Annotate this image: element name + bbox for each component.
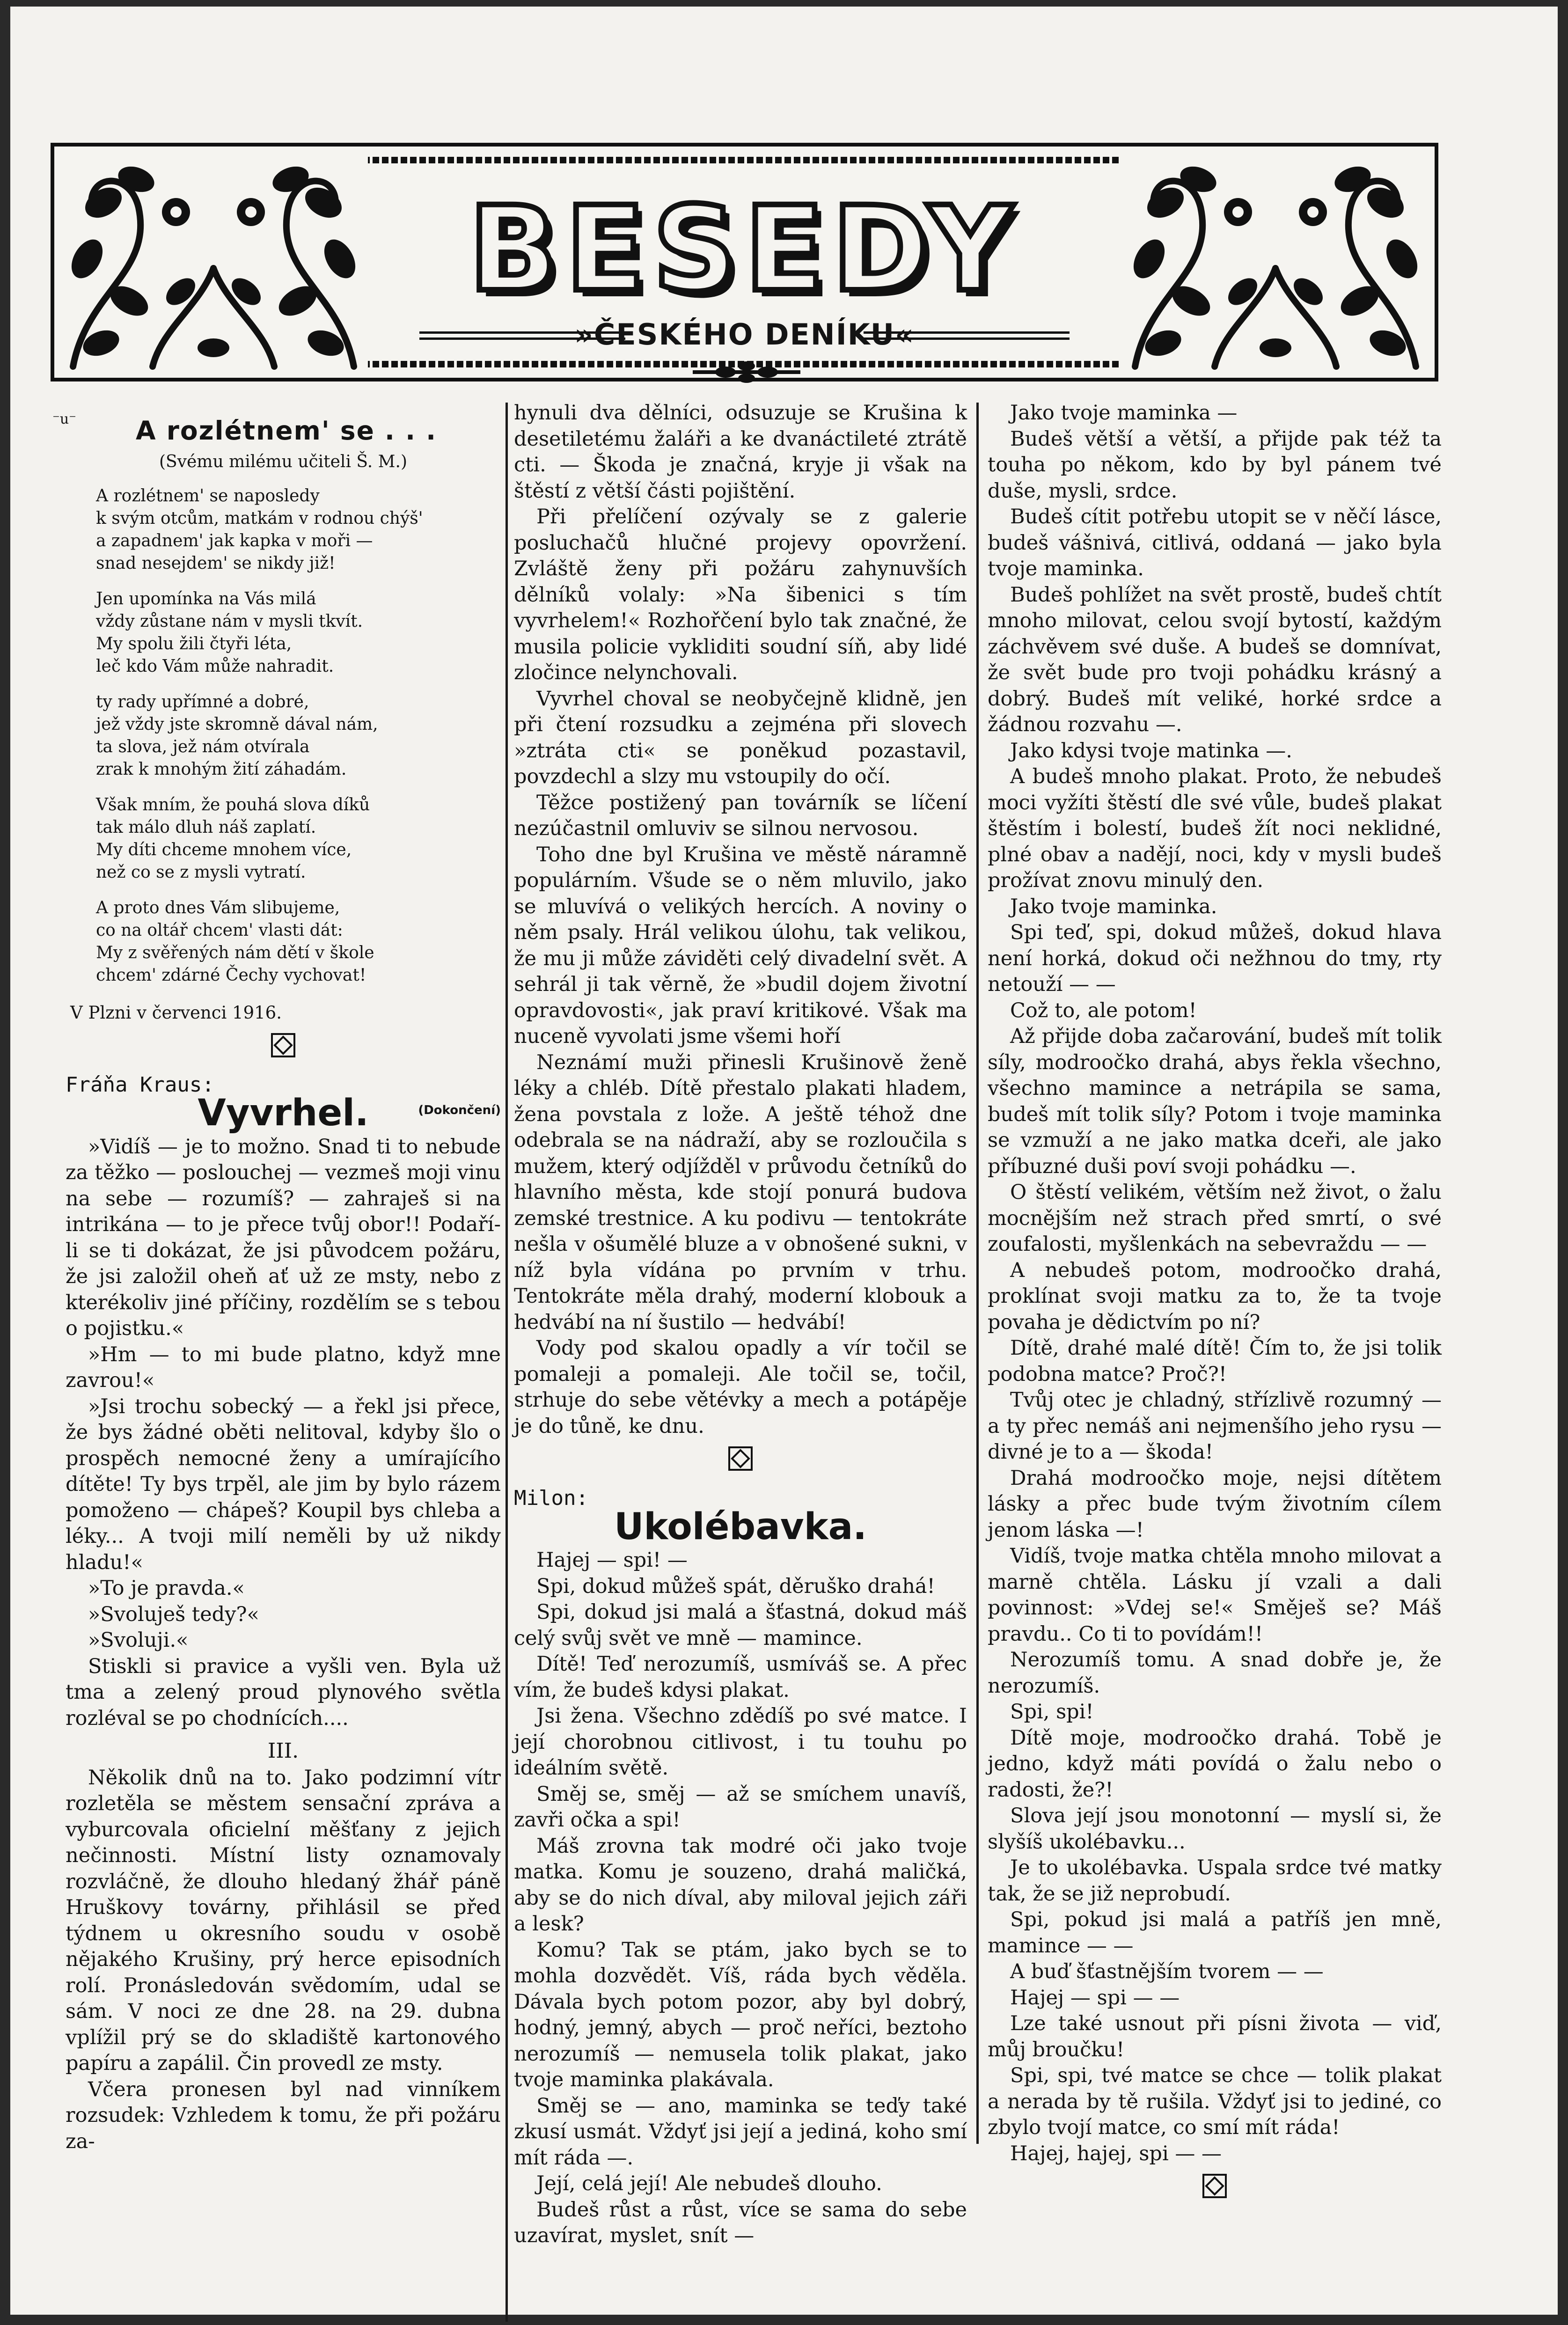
column-2	[514, 400, 967, 2249]
lullaby-paragraph: A buď šťastnějším tvorem — —	[1010, 1960, 1324, 1983]
verse-line: snad nesejdem' se nikdy již!	[96, 554, 336, 573]
lullaby-paragraph: Což to, ale potom!	[1010, 998, 1197, 1022]
poem-place-date: V Plzni v červenci 1916.	[70, 1003, 282, 1023]
lullaby-paragraph: Její, celá její! Ale nebudeš dlouho.	[536, 2172, 882, 2195]
lullaby-paragraph: Komu? Tak se ptám, jako bych se to mohla dozvědět. Víš, ráda bych věděla. Dávala bych potom pozor, aby byl dobrý, hodný, jemný, abych — proč neříci, beztoho nerozumíš — nemusela tolik plakat, jako tvoje maminka plakávala.	[514, 1938, 967, 2091]
poem-stanza	[96, 485, 501, 575]
lullaby-paragraph: Hajej — spi — —	[1010, 1986, 1180, 2010]
story-paragraph: Včera pronesen byl nad vinníkem rozsudek: Vzhledem k tomu, že při požáru za-	[66, 2077, 501, 2153]
story-paragraph: hynuli dva dělníci, odsuzuje se Krušina k desetiletému žaláři a ke dvanáctileté ztrátě cti. — Škoda je značná, kryje ji však na štěstí z větší části pojištění.	[514, 401, 967, 503]
column-divider-2	[976, 403, 979, 2144]
lullaby-title: Ukolébavka.	[614, 1505, 867, 1548]
lullaby-paragraph: Jsi žena. Všechno zdědíš po své matce. I její chorobnou citlivost, i tu touhu po ideálním světě.	[514, 1704, 967, 1780]
diamond-dingbat-icon	[728, 1446, 753, 1471]
story-title	[66, 1092, 501, 1134]
verse-line: A rozlétnem' se naposledy	[96, 486, 320, 506]
floral-ornament-right-icon	[1121, 151, 1430, 371]
verse-line: Však mním, že pouhá slova díků	[96, 795, 370, 814]
poem-title: A rozlétnem' se . . .	[136, 416, 437, 446]
lullaby-paragraph: Jako tvoje maminka —	[1010, 401, 1238, 425]
verse-line: tak málo dluh náš zaplatí.	[96, 818, 316, 837]
masthead-subtitle: »ČESKÉHO DENÍKU«	[574, 317, 915, 352]
story-paragraph: »Hm — to mi bude platno, když mne zavrou!«	[66, 1342, 501, 1392]
story-paragraph: Při přelíčení ozývaly se z galerie posluchačů hlučné projevy opovržení. Zvláště ženy při požáru zahynuvších dělníků volaly: »Na šibenici s tím vyvrhelem!« Rozhořčení bylo tak značné, že musila policie vykliditi soudní síň, aby lidé zločince nelynchovali.	[514, 505, 967, 684]
verse-line: k svým otcům, matkám v rodnou chýš'	[96, 509, 423, 528]
story-paragraph: Těžce postižený pan továrník se líčení nezúčastnil omluviv se silnou nervosou.	[514, 791, 967, 840]
column-3	[988, 400, 1442, 2213]
story-author: Fráňa Kraus:	[66, 1072, 214, 1097]
lullaby-paragraph: Dítě, drahé malé dítě! Čím to, že jsi tolik podobna matce? Proč?!	[988, 1336, 1442, 1386]
story-paragraph: Vyvrhel choval se neobyčejně klidně, jen při čtení rozsudku a zejména při slovech »ztráta cti« se poněkud pozastavil, povzdechl a slzy mu vstoupily do očí.	[514, 687, 967, 788]
story-paragraph: Několik dnů na to. Jako podzimní vítr rozletěla se městem sensační zpráva a vyburcovala oficielní měšťany z jejich nečinnosti. Místní listy oznamovaly rozvláčně, že dlouho hledaný žhář páně Hruškovy továrny, přihlásil se před týdnem u okresního soudu v osobě nějakého Krušiny, prý herce episodních rolí. Pronásledován svědomím, udal se sám. V noci ze dne 28. na 29. dubna vplížil prý se do skladiště kartonového papíru a zapálil. Čin provedl ze msty.	[66, 1766, 501, 2075]
story-paragraph: »Vidíš — je to možno. Snad ti to nebude za těžko — poslouchej — vezmeš moji vinu na sebe — rozumíš? — zahraješ si na intrikána — to je přece tvůj obor!! Podaří-li se ti dokázat, že jsi původcem požáru, že jsi založil oheň ať už ze msty, nebo z kterékoliv jiné příčiny, rozdělím se s tebou o pojistku.«	[66, 1135, 501, 1340]
lullaby-paragraph: Až přijde doba začarování, budeš mít tolik síly, modroočko drahá, abys řekla všechno, všechno mamince a netrápila se sama, budeš mít tolik síly? Potom i tvoje maminka se vzmuží a ne jako matka dceři, ale jako příbuzné duši poví svoji pohádku —.	[988, 1025, 1442, 1178]
lullaby-paragraph: Vidíš, tvoje matka chtěla mnoho milovat a marně chtěla. Lásku jí vzali a dali povinnost: »Vdej se!« Směješ se? Máš pravdu.. Co ti to povídám!!	[988, 1544, 1442, 1646]
lullaby-paragraph: A budeš mnoho plakat. Proto, že nebudeš moci vyžíti štěstí dle své vůle, budeš plakat štěstím i bolestí, budeš žít noci neklidné, plné obav a nadějí, noci, kdy v mysli budeš prožívat znovu minulý den.	[988, 765, 1442, 892]
lullaby-paragraph: Spi, spi, tvé matce se chce — tolik plakat a nerada by tě rušila. Vždyť jsi to jediné, co zbylo tvojí matce, co smí mít ráda!	[988, 2064, 1442, 2139]
story-paragraph: Toho dne byl Krušina ve městě náramně populárním. Všude se o něm mluvilo, jako se mluvívá o velikých hercích. A noviny o něm psaly. Hrál velikou úlohu, tak velikou, že mu ji může záviděti celý divadelní svět. A sehrál ji tak věrně, že »budil dojem životní opravdovosti«, jak praví kritikové. Však ma nuceně vyvolati jsme všemi hoří	[514, 843, 967, 1048]
verse-line: A proto dnes Vám slibujeme,	[96, 898, 340, 917]
diamond-dingbat-icon	[271, 1033, 296, 1058]
masthead	[51, 143, 1438, 381]
story-paragraph: Vody pod skalou opadly a vír točil se pomaleji a pomaleji. Ale točil se, točil, strhuje do sebe větévky a mech a potápěje je do tůně, ke dnu.	[514, 1336, 967, 1438]
lullaby-paragraph: O štěstí velikém, větším než život, o žalu mocnějším než strach před smrtí, o své zoufalosti, myšlenkách na sebevraždu — —	[988, 1181, 1442, 1256]
lullaby-paragraph: Hajej — spi! —	[536, 1548, 688, 1572]
lullaby-paragraph: Budeš cítit potřebu utopit se v něčí lásce, budeš vášnivá, citlivá, oddaná — jako byla tvoje maminka.	[988, 505, 1442, 580]
lullaby-paragraph: Je to ukolébavka. Uspala srdce tvé matky tak, že se již neprobudí.	[988, 1856, 1442, 1906]
masthead-dingbat-icon	[693, 356, 800, 389]
story-paragraph: »Svoluješ tedy?«	[88, 1602, 259, 1626]
lullaby-paragraph: Hajej, hajej, spi — —	[1010, 2142, 1222, 2165]
verse-line: jež vždy jste skromně dával nám,	[96, 715, 378, 734]
poem-dedication: (Svému milému učiteli Š. M.)	[159, 452, 408, 471]
poem-stanza	[96, 794, 501, 884]
lullaby-paragraph: Slova její jsou monotonní — myslí si, že slyšíš ukolébavku...	[988, 1804, 1442, 1854]
masthead-subtitle-block	[419, 317, 1070, 359]
verse-line: a zapadnem' jak kapka v moři —	[96, 531, 373, 550]
lullaby-paragraph: Drahá modroočko moje, nejsi dítětem lásky a přec bude tvým životním cílem jenom láska —!	[988, 1466, 1442, 1542]
masthead-title: BESEDY	[469, 181, 1020, 317]
poem-stanza	[96, 588, 501, 678]
lullaby-paragraph: Spi, dokud jsi malá a šťastná, dokud máš celý svůj svět ve mně — mamince.	[514, 1600, 967, 1650]
lullaby-paragraph: Tvůj otec je chladný, střízlivě rozumný — a ty přec nemáš ani nejmenšího jeho rysu — divné je to a — škoda!	[988, 1388, 1442, 1464]
story-paragraph: Stiskli si pravice a vyšli ven. Byla už tma a zelený proud plynového světla rozléval se po chodnících....	[66, 1654, 501, 1730]
lullaby-paragraph: Budeš pohlížet na svět prostě, budeš chtít mnoho milovat, celou svojí bytostí, každým záchvěvem své duše. A budeš se domnívat, že svět bude pro tvoji pohádku krásný a dobrý. Budeš mít veliké, horké srdce a žádnou rozvahu —.	[988, 583, 1442, 736]
diamond-dingbat-icon	[1202, 2173, 1227, 2199]
lullaby-author: Milon:	[514, 1486, 588, 1510]
verse-line: My spolu žili čtyři léta,	[96, 634, 292, 653]
lullaby-paragraph: Dítě moje, modroočko drahá. Tobě je jedno, když máti povídá o žalu nebo o radosti, že?!	[988, 1726, 1442, 1802]
story-paragraph: Neznámí muži přinesli Krušinově ženě léky a chléb. Dítě přestalo plakati hladem, žena povstala z lože. A ještě téhož dne odebrala se na nádraží, aby se rozloučila s mužem, který odjížděl v průvodu četníků do hlavního města, kde stojí ponurá budova zemské trestnice. A ku podivu — tentokráte nešla v ošumělé bluze a v obnošené sukni, v níž byla vídána po prvním v trhu. Tentokráte měla drahý, moderní klobouk a hedvábí na ní šustilo — hedvábí!	[514, 1050, 967, 1334]
story-paragraph: »To je pravda.«	[88, 1577, 245, 1600]
corner-mark: ⁻u⁻	[52, 411, 76, 427]
verse-line: chcem' zdárné Čechy vychovat!	[96, 966, 366, 985]
verse-line: Jen upomínka na Vás milá	[96, 589, 316, 609]
verse-line: ta slova, jež nám otvírala	[96, 737, 310, 756]
lullaby-paragraph: Spi teď, spi, dokud můžeš, dokud hlava není horká, dokud oči nežhnou do tmy, rty netouží — —	[988, 921, 1442, 996]
lullaby-paragraph: Jako kdysi tvoje matinka —.	[1010, 739, 1292, 763]
poem-stanza	[96, 691, 501, 781]
floral-ornament-left-icon	[59, 151, 368, 371]
lullaby-paragraph: A nebudeš potom, modroočko drahá, proklínat svoji matku za to, že ta tvoje povaha je dědictvím po ní?	[988, 1258, 1442, 1334]
lullaby-paragraph: Spi, dokud můžeš spát, děruško drahá!	[536, 1574, 935, 1598]
verse-line: než co se z mysli vytratí.	[96, 863, 306, 882]
column-divider-1	[506, 403, 508, 2322]
lullaby-paragraph: Směj se, směj — až se smíchem unavíš, zavři očka a spi!	[514, 1782, 967, 1832]
lullaby-paragraph: Nerozumíš tomu. A snad dobře je, že nerozumíš.	[988, 1648, 1442, 1698]
verse-line: My díti chceme mnohem více,	[96, 840, 352, 859]
verse-line: leč kdo Vám může nahradit.	[96, 657, 334, 676]
column-1	[66, 400, 501, 2155]
lullaby-paragraph: Směj se — ano, maminka se teďy také zkusí usmát. Vždyť jsi její a jediná, koho smí mít ráda —.	[514, 2094, 967, 2170]
lullaby-paragraph: Spi, spi!	[1010, 1700, 1094, 1724]
verse-line: ty rady upřímné a dobré,	[96, 692, 309, 711]
lullaby-paragraph: Máš zrovna tak modré oči jako tvoje matka. Komu je souzeno, drahá maličká, aby se do nich díval, aby miloval jejich záři a lesk?	[514, 1834, 967, 1936]
lullaby-paragraph: Budeš růst a růst, více se sama do sebe uzavírat, myslet, snít —	[514, 2198, 967, 2247]
story-paragraph: »Svoluji.«	[88, 1628, 189, 1652]
lullaby-paragraph: Dítě! Teď nerozumíš, usmíváš se. A přec vím, že budeš kdysi plakat.	[514, 1652, 967, 1702]
chapter-number: III.	[267, 1739, 299, 1763]
poem-stanza	[96, 897, 501, 987]
masthead-top-rule	[363, 157, 1126, 163]
lullaby-paragraph: Spi, pokud jsi malá a patříš jen mně, mamince — —	[988, 1908, 1442, 1958]
lullaby-paragraph: Jako tvoje maminka.	[1010, 895, 1217, 918]
verse-line: co na oltář chcem' vlasti dát:	[96, 921, 343, 940]
story-title-text: Vyvrhel.	[198, 1092, 369, 1134]
verse-line: My z svěřených nám dětí v škole	[96, 943, 374, 962]
lullaby-paragraph: Lze také usnout při písni života — viď, můj broučku!	[988, 2012, 1442, 2061]
verse-line: vždy zůstane nám v mysli tkvít.	[96, 612, 363, 631]
verse-line: zrak k mnohým žití záhadám.	[96, 760, 347, 779]
story-paragraph: »Jsi trochu sobecký — a řekl jsi přece, že bys žádné oběti nelitoval, kdyby šlo o prospěch nemocné ženy a umírajícího dítěte! Ty bys trpěl, ale jim by bylo rázem pomoženo — chápeš? Koupil bys chleba a léky... A tvoji milí neměli by už nikdy hladu!«	[66, 1394, 501, 1574]
story-continuation-note: (Dokončení)	[418, 1103, 501, 1117]
lullaby-paragraph: Budeš větší a větší, a přijde pak též ta touha po někom, kdo by byl pánem tvé duše, mysli, srdce.	[988, 427, 1442, 503]
